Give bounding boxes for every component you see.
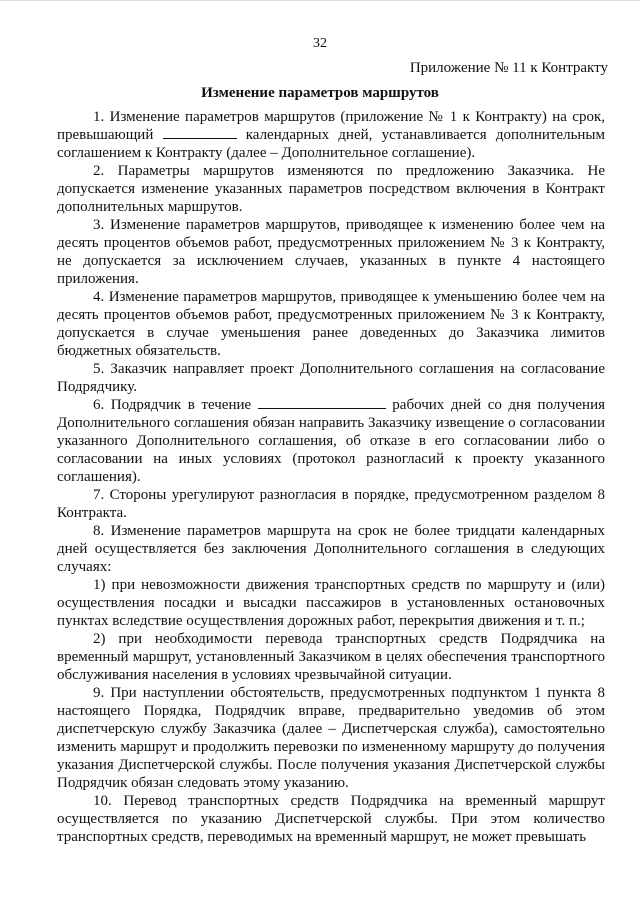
paragraph-8-item-1: 1) при невозможности движения транспортных средств по маршруту и (или) осуществления посадки и высадки пассажиров в установленных остановочных пунктах вследствие осуществления дорожных работ, перекрытия движения и т. п.; [57, 577, 605, 629]
paragraph-1 [57, 108, 605, 162]
paragraph-8: 8. Изменение параметров маршрута на срок не более тридцати календарных дней осуществляется без заключения Дополнительного соглашения в следующих случаях: [57, 523, 605, 575]
paragraph-7: 7. Стороны урегулируют разногласия в порядке, предусмотренном разделом 8 Контракта. [57, 487, 605, 521]
paragraph-4: 4. Изменение параметров маршрутов, приводящее к уменьшению более чем на десять процентов объемов работ, предусмотренных приложением № 3 к Контракту, допускается в случае уменьшения ранее доведенных до Заказчика лимитов бюджетных обязательств. [57, 289, 605, 359]
paragraph-3: 3. Изменение параметров маршрутов, приводящее к изменению более чем на десять процентов объемов работ, предусмотренных приложением № 3 к Контракту, не допускается за исключением случаев, указанных в пункте 4 настоящего приложения. [57, 217, 605, 287]
paragraph-1-start: 1. Изменение параметров маршрутов (приложение № 1 к Контракту) на срок, превышающий [57, 109, 605, 143]
appendix-reference: Приложение № 11 к Контракту [409, 60, 608, 76]
page-number: 32 [313, 36, 327, 51]
scan-top-edge [0, 0, 640, 7]
paragraph-9: 9. При наступлении обстоятельств, предусмотренных подпунктом 1 пункта 8 настоящего Порядка, Подрядчик вправе, предварительно уведомив об этом диспетчерскую службу Заказчика (далее – Диспетчерская служба), самостоятельно изменить маршрут и продолжить перевозки по измененному маршруту до получения указания Диспетчерской службы. После получения указания Диспетчерской службы Подрядчик обязан следовать этому указанию. [57, 685, 605, 791]
paragraph-1-end: календарных дней, устанавливается дополнительным соглашением к Контракту (далее – Дополнительное соглашение). [57, 127, 606, 161]
document-body [57, 108, 605, 846]
paragraph-8-item-2: 2) при необходимости перевода транспортных средств Подрядчика на временный маршрут, установленный Заказчиком в целях обеспечения транспортного обслуживания населения в условиях чрезвычайной ситуации. [57, 631, 605, 683]
document-title: Изменение параметров маршрутов [201, 85, 439, 101]
paragraph-6-end: рабочих дней со дня получения Дополнительного соглашения обязан направить Заказчику извещение о согласовании указанного Дополнительного соглашения, об отказе в его согласовании либо о согласовании на иных условиях (протокол разногласий к проекту указанного соглашения). [57, 397, 606, 485]
blank-days-field [163, 126, 237, 139]
paragraph-5: 5. Заказчик направляет проект Дополнительного соглашения на согласование Подрядчику. [57, 361, 605, 395]
blank-working-days-field [258, 396, 386, 409]
paragraph-6-start: 6. Подрядчик в течение [93, 397, 252, 413]
paragraph-10: 10. Перевод транспортных средств Подрядчика на временный маршрут осуществляется по указанию Диспетчерской службы. При этом количество транспортных средств, переводимых на временный маршрут, не может превышать [57, 793, 605, 845]
paragraph-2: 2. Параметры маршрутов изменяются по предложению Заказчика. Не допускается изменение указанных параметров посредством включения в Контракт дополнительных маршрутов. [57, 163, 605, 215]
paragraph-6 [57, 396, 605, 486]
